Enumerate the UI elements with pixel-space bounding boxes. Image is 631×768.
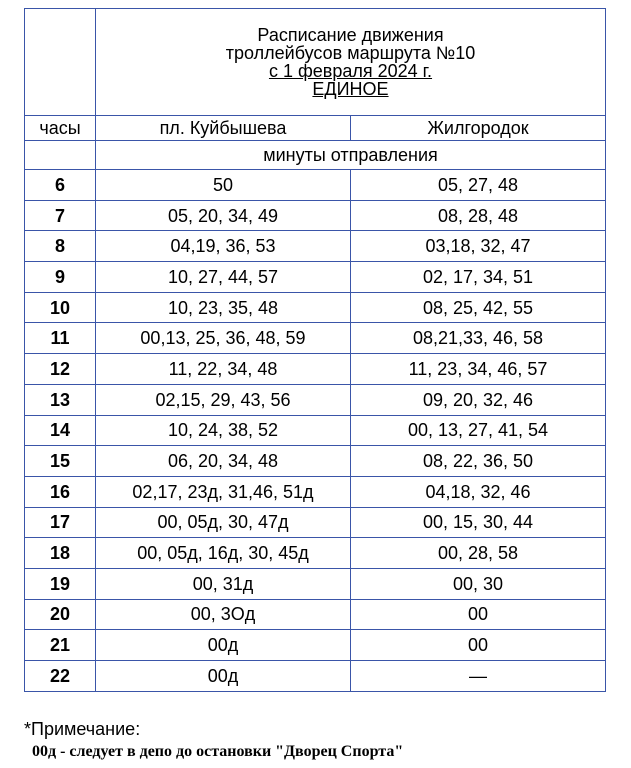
table-row xyxy=(25,354,606,385)
title-line-2: троллейбусов маршрута №10 xyxy=(225,43,476,63)
stop-a-minutes-cell: 00, 05д, 16д, 30, 45д xyxy=(96,538,351,569)
stop-b-minutes-cell: — xyxy=(351,661,606,692)
stop-b-minutes-cell: 08,21,33, 46, 58 xyxy=(351,323,606,354)
stop-b-minutes-cell: 00, 13, 27, 41, 54 xyxy=(351,415,606,446)
hour-cell: 12 xyxy=(25,354,96,385)
hour-cell: 9 xyxy=(25,262,96,293)
table-row xyxy=(25,323,606,354)
table-row xyxy=(25,507,606,538)
stop-a-header: пл. Куйбышева xyxy=(96,116,351,141)
hour-cell: 22 xyxy=(25,661,96,692)
table-row xyxy=(25,568,606,599)
stop-b-minutes-cell: 11, 23, 34, 46, 57 xyxy=(351,354,606,385)
hour-cell: 21 xyxy=(25,630,96,661)
stop-b-minutes-cell: 02, 17, 34, 51 xyxy=(351,262,606,293)
table-row xyxy=(25,292,606,323)
hour-cell: 16 xyxy=(25,476,96,507)
table-row xyxy=(25,630,606,661)
stop-a-minutes-cell: 02,17, 23д, 31,46, 51д xyxy=(96,476,351,507)
hour-cell: 6 xyxy=(25,170,96,201)
stop-b-minutes-cell: 00, 30 xyxy=(351,568,606,599)
stop-b-minutes-cell: 03,18, 32, 47 xyxy=(351,231,606,262)
stop-b-minutes-cell: 00, 15, 30, 44 xyxy=(351,507,606,538)
hour-cell: 20 xyxy=(25,599,96,630)
table-row xyxy=(25,262,606,293)
stop-a-minutes-cell: 50 xyxy=(96,170,351,201)
hour-cell: 13 xyxy=(25,384,96,415)
stop-b-minutes-cell: 05, 27, 48 xyxy=(351,170,606,201)
hour-cell: 18 xyxy=(25,538,96,569)
title-line-4: ЕДИНОЕ xyxy=(312,79,389,99)
stop-b-minutes-cell: 09, 20, 32, 46 xyxy=(351,384,606,415)
stop-b-minutes-cell: 00 xyxy=(351,630,606,661)
minutes-header: минуты отправления xyxy=(96,141,606,170)
stop-a-minutes-cell: 02,15, 29, 43, 56 xyxy=(96,384,351,415)
table-row xyxy=(25,231,606,262)
table-row xyxy=(25,661,606,692)
stop-b-minutes-cell: 00, 28, 58 xyxy=(351,538,606,569)
note xyxy=(24,718,624,762)
table-row xyxy=(25,200,606,231)
stop-b-header: Жилгородок xyxy=(351,116,606,141)
stop-a-minutes-cell: 04,19, 36, 53 xyxy=(96,231,351,262)
empty-minutes-cell xyxy=(25,141,96,170)
minutes-header-row xyxy=(25,141,606,170)
table-row xyxy=(25,384,606,415)
stop-a-minutes-cell: 06, 20, 34, 48 xyxy=(96,446,351,477)
table-row xyxy=(25,476,606,507)
hour-cell: 15 xyxy=(25,446,96,477)
hour-cell: 17 xyxy=(25,507,96,538)
stop-a-minutes-cell: 10, 23, 35, 48 xyxy=(96,292,351,323)
stop-a-minutes-cell: 10, 27, 44, 57 xyxy=(96,262,351,293)
note-label: *Примечание: xyxy=(24,719,141,739)
table-row xyxy=(25,446,606,477)
hour-cell: 14 xyxy=(25,415,96,446)
stop-a-minutes-cell: 00,13, 25, 36, 48, 59 xyxy=(96,323,351,354)
stop-a-minutes-cell: 00д xyxy=(96,630,351,661)
stop-a-minutes-cell: 10, 24, 38, 52 xyxy=(96,415,351,446)
note-text: 00д - следует в депо до остановки "Дворец Спорта" xyxy=(32,743,404,760)
stop-b-minutes-cell: 08, 25, 42, 55 xyxy=(351,292,606,323)
title-line-1: Расписание движения xyxy=(257,25,444,45)
table-row xyxy=(25,415,606,446)
stop-b-minutes-cell: 00 xyxy=(351,599,606,630)
stop-a-minutes-cell: 00д xyxy=(96,661,351,692)
stop-a-minutes-cell: 11, 22, 34, 48 xyxy=(96,354,351,385)
stop-a-minutes-cell: 00, 31д xyxy=(96,568,351,599)
schedule-table xyxy=(24,8,606,692)
table-row xyxy=(25,538,606,569)
hour-cell: 11 xyxy=(25,323,96,354)
empty-corner-cell xyxy=(25,9,96,116)
hour-cell: 8 xyxy=(25,231,96,262)
hour-cell: 7 xyxy=(25,200,96,231)
stop-b-minutes-cell: 04,18, 32, 46 xyxy=(351,476,606,507)
title-row xyxy=(25,9,606,116)
stop-a-minutes-cell: 00, 05д, 30, 47д xyxy=(96,507,351,538)
stop-b-minutes-cell: 08, 22, 36, 50 xyxy=(351,446,606,477)
header-row xyxy=(25,116,606,141)
table-row xyxy=(25,170,606,201)
hours-header: часы xyxy=(25,116,96,141)
stop-a-minutes-cell: 05, 20, 34, 49 xyxy=(96,200,351,231)
table-row xyxy=(25,599,606,630)
stop-a-minutes-cell: 00, 3Oд xyxy=(96,599,351,630)
title-line-3: с 1 февраля 2024 г. xyxy=(268,61,433,81)
stop-b-minutes-cell: 08, 28, 48 xyxy=(351,200,606,231)
hour-cell: 19 xyxy=(25,568,96,599)
hour-cell: 10 xyxy=(25,292,96,323)
title-cell xyxy=(96,9,606,116)
